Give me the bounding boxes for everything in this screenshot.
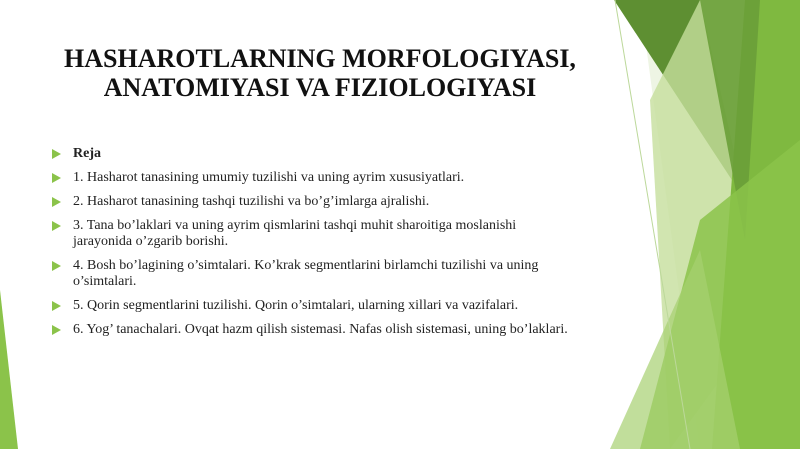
triangle-bullet-icon	[52, 173, 61, 183]
bullet-text: 4. Bosh bo’lagining o’simtalari. Ko’krak segmentlarini birlamchi tuzilishi va uning o’simtalari.	[73, 258, 539, 289]
bullet-item-6	[52, 322, 572, 338]
bullet-item-1	[52, 170, 572, 186]
bullet-item-reja	[52, 146, 572, 162]
triangle-bullet-icon	[52, 197, 61, 207]
slide-title-line-2: ANATOMIYASI VA FIZIOLOGIYASI	[103, 73, 537, 102]
triangle-bullet-icon	[52, 221, 61, 231]
bullet-item-5	[52, 298, 572, 314]
triangle-bullet-icon	[52, 149, 61, 159]
bullet-item-2	[52, 194, 572, 210]
bullet-item-3	[52, 218, 572, 250]
bullet-text: 3. Tana bo’laklari va uning ayrim qismlarini tashqi muhit sharoitiga moslanishi jarayonida o’zgarib borishi.	[73, 218, 517, 249]
bullet-text: 6. Yog’ tanachalari. Ovqat hazm qilish sistemasi. Nafas olish sistemasi, uning bo’laklari.	[73, 322, 568, 337]
triangle-bullet-icon	[52, 261, 61, 271]
slide-title-line-1: HASHAROTLARNING MORFOLOGIYASI,	[64, 44, 576, 73]
bullet-item-4	[52, 258, 572, 290]
bullet-text: 1. Hasharot tanasining umumiy tuzilishi va uning ayrim xususiyatlari.	[73, 170, 465, 185]
triangle-bullet-icon	[52, 301, 61, 311]
bullet-list	[52, 146, 572, 346]
bullet-text: 2. Hasharot tanasining tashqi tuzilishi va bo’g’imlarga ajralishi.	[73, 194, 430, 209]
bullet-text: 5. Qorin segmentlarini tuzilishi. Qorin o’simtalari, ularning xillari va vazifalari.	[73, 298, 519, 313]
triangle-bullet-icon	[52, 325, 61, 335]
bullet-text: Reja	[73, 146, 101, 161]
decor-left-sliver	[0, 290, 18, 449]
slide-title	[30, 44, 610, 102]
